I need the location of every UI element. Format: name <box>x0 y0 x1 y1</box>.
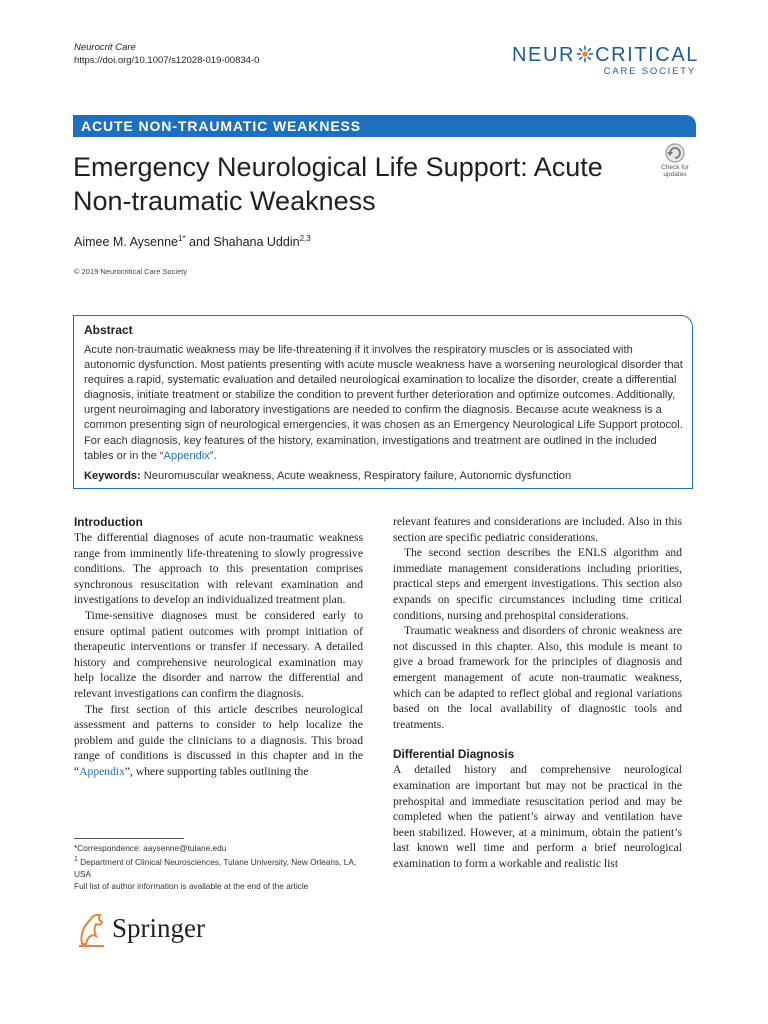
abstract-heading: Abstract <box>84 323 133 337</box>
banner-label: ACUTE NON-TRAUMATIC WEAKNESS <box>81 118 362 134</box>
affiliation-text: Department of Clinical Neurosciences, Tulane University, New Orleans, LA, USA <box>74 856 357 879</box>
copyright-line: © 2019 Neurocritical Care Society <box>74 267 188 276</box>
col2-paragraph-1: relevant features and considerations are included. Also in this section are specific pediatric considerations. <box>393 515 682 544</box>
appendix-link-body[interactable]: Appendix <box>79 764 125 778</box>
check-updates-icon <box>655 142 695 164</box>
differential-heading: Differential Diagnosis <box>393 747 515 762</box>
springer-logo <box>74 910 234 950</box>
springer-horse-icon <box>74 910 108 948</box>
brain-wheel-icon <box>576 45 594 63</box>
intro-p3-text: The first section of this article describes neurological assessment and patterns to consider to help localize the problem and guide the clinicians to a diagnosis. This broad range of conditions is discussed in this chapter and in the “ <box>74 702 363 778</box>
badge-line1: Check for <box>661 164 689 171</box>
article-title: Emergency Neurological Life Support: Acute Non-traumatic Weakness <box>73 152 603 216</box>
author-and: and <box>185 235 214 250</box>
correspondence-note: *Correspondence: aaysenne@tulane.edu <box>74 843 227 853</box>
logo-subtitle: CARE SOCIETY <box>603 66 696 77</box>
author-2-affil: 2,3 <box>299 234 311 243</box>
intro-paragraph-3 <box>74 702 363 780</box>
appendix-link[interactable]: Appendix <box>163 449 210 462</box>
intro-paragraph-2: Time-sensitive diagnoses must be considered early to ensure optimal patient outcomes with prompt initiation of therapeutic interventions or transfer if necessary. A detailed history and comprehensive neurological examination may help localize the disorder and narrow the differential and relevant investigations can confirm the diagnosis. <box>74 608 363 700</box>
intro-paragraph-1: The differential diagnoses of acute non-traumatic weakness range from imminently life-threatening to slowly progressive conditions. The approach to this presentation comprises synchronous resuscitation with relevant examination and investigations to develop an individualized treatment plan. <box>74 531 363 607</box>
check-for-updates-badge[interactable] <box>655 142 695 182</box>
author-list <box>74 234 311 249</box>
col2-paragraph-3: Traumatic weakness and disorders of chronic weakness are not discussed in this chapter. Also, this module is meant to give a broad framework for the principles of diagnosis and emergent management of acute non-traumatic weakness, which can be adapted to reflect global and regional variations based on the local availability of diagnostic tools and treatments. <box>393 624 682 731</box>
abstract-text-main: Acute non-traumatic weakness may be life-threatening if it involves the respiratory muscles or is associated with autonomic dysfunction. Most patients presenting with acute muscle weakness have a worsening neurological disorder that requires a rapid, systematic evaluation and detailed neurological examination to localize the disorder, create a differential diagnosis, initiate treatment or stabilize the condition to prevent further deterioration and optimize outcomes. Additionally, urgent neuroimaging and laboratory investigations are needed to confirm the diagnosis. Because acute weakness is a common presenting sign of neurological emergencies, it was chosen as an Emergency Neurological Life Support protocol. For each diagnosis, key features of the history, examination, investigations and treatment are outlined in the included tables or in the “ <box>84 344 683 462</box>
publisher-name: Springer <box>112 913 205 943</box>
abstract-box <box>73 315 693 489</box>
right-column <box>393 514 682 871</box>
abstract-text <box>84 343 684 464</box>
journal-name: Neurocrit Care <box>74 42 136 53</box>
col2-paragraph-2: The second section describes the ENLS algorithm and immediate management considerations including priorities, practical steps and emergent investigations. This section also expands on specific circumstances including time critical conditions, nursing and prehospital considerations. <box>393 546 682 622</box>
logo-text-critical: CRITICAL <box>595 44 700 66</box>
logo-text-neur: NEUR <box>512 44 576 66</box>
affiliation-note <box>74 854 364 880</box>
col2-paragraph-4: A detailed history and comprehensive neurological examination are important but may not be practical in the prehospital and immediate resuscitation period and may be completed when the patient’s airway and ventilation have been stabilized. However, at a minimum, obtain the patient’s last known well time and perform a brief neurological examination to form a workable and realistic list <box>393 763 682 870</box>
ncs-logo <box>512 44 700 78</box>
doi-link[interactable]: https://doi.org/10.1007/s12028-019-00834-0 <box>74 55 260 66</box>
affiliation-sup: 1 <box>74 856 78 863</box>
author-1: Aimee M. Aysenne <box>74 235 178 250</box>
author-info-note: Full list of author information is available at the end of the article <box>74 880 309 891</box>
keywords-line <box>84 470 571 482</box>
section-banner <box>73 115 696 137</box>
footnotes <box>74 842 364 892</box>
left-column <box>74 514 363 780</box>
footnote-rule <box>74 838 184 839</box>
intro-p3-end: ”, where supporting tables outlining the <box>124 764 309 778</box>
abstract-text-end: ”. <box>209 449 217 462</box>
intro-heading: Introduction <box>74 515 143 529</box>
author-2: Shahana Uddin <box>213 235 300 250</box>
keywords-list: Neuromuscular weakness, Acute weakness, Respiratory failure, Autonomic dysfunction <box>140 470 572 482</box>
author-1-affil: 1* <box>178 234 186 243</box>
badge-line2: updates <box>663 171 687 178</box>
keywords-label: Keywords: <box>84 470 141 482</box>
